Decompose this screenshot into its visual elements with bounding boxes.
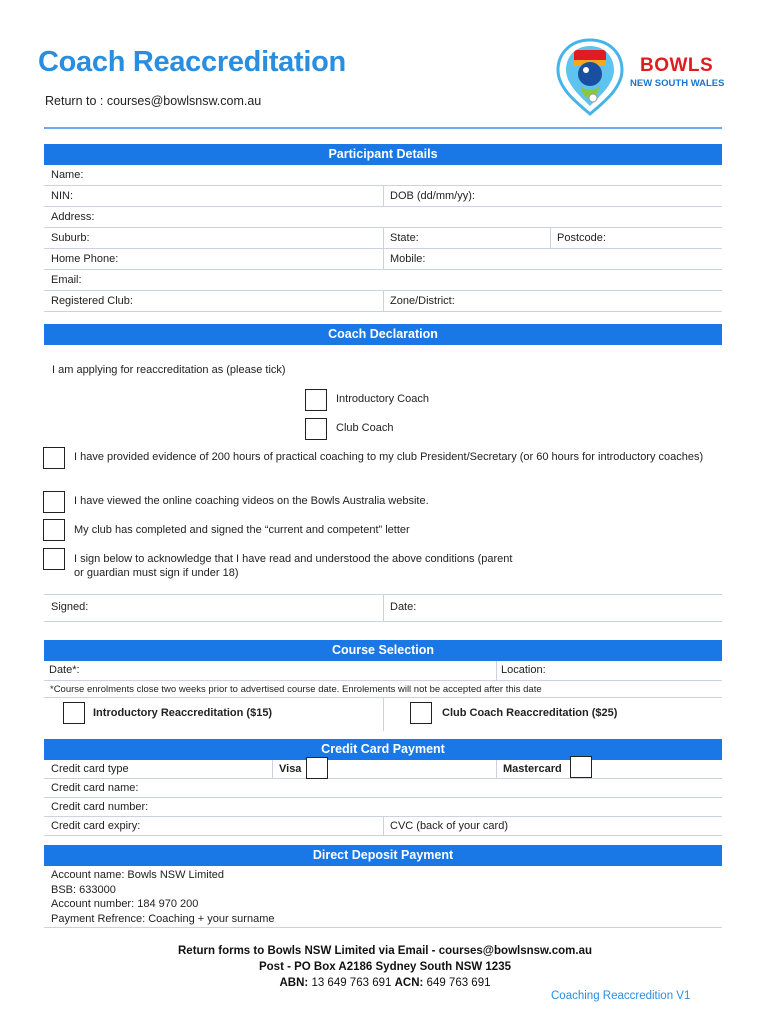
cvc-label: CVC (back of your card) [390, 820, 508, 832]
visa-label: Visa [279, 763, 302, 775]
intro-reaccreditation-checkbox[interactable] [63, 702, 85, 724]
card-name-row[interactable] [44, 779, 722, 798]
acn-label: ACN: [394, 977, 424, 989]
zone-label: Zone/District: [390, 295, 455, 307]
signed-label: Signed: [51, 601, 89, 613]
acknowledge-checkbox[interactable] [43, 548, 65, 570]
page-title: Coach Reaccreditation [38, 46, 346, 78]
suburb-row[interactable] [44, 228, 722, 249]
deposit-divider [44, 927, 722, 928]
course-date-row[interactable] [44, 661, 722, 681]
bsb-text: BSB: 633000 [51, 884, 116, 896]
email-label: Email: [51, 274, 82, 286]
club-reaccreditation-checkbox[interactable] [410, 702, 432, 724]
divider [383, 698, 384, 731]
credit-card-heading: Credit Card Payment [44, 739, 722, 760]
header-divider [44, 127, 722, 129]
coach-declaration-heading: Coach Declaration [44, 324, 722, 345]
abn-value: 13 649 763 691 [311, 977, 392, 989]
postcode-label: Postcode: [557, 232, 606, 244]
signed-row[interactable] [44, 594, 722, 622]
email-row[interactable] [44, 270, 722, 291]
direct-deposit-heading: Direct Deposit Payment [44, 845, 722, 866]
videos-text: I have viewed the online coaching videos on the Bowls Australia website. [74, 495, 429, 507]
return-to-text: Return to : courses@bowlsnsw.com.au [45, 94, 262, 108]
applying-text: I am applying for reaccreditation as (please tick) [52, 364, 286, 376]
course-date-label: Date*: [49, 664, 80, 676]
participant-details-heading: Participant Details [44, 144, 722, 165]
evidence-checkbox[interactable] [43, 447, 65, 469]
nin-label: NIN: [51, 190, 73, 202]
account-name-text: Account name: Bowls NSW Limited [51, 869, 225, 881]
club-coach-checkbox[interactable] [305, 418, 327, 440]
club-reaccreditation-label: Club Coach Reaccreditation ($25) [442, 707, 618, 719]
name-row[interactable] [44, 165, 722, 186]
introductory-coach-checkbox[interactable] [305, 389, 327, 411]
abn-label: ABN: [279, 977, 309, 989]
intro-reaccreditation-label: Introductory Reaccreditation ($15) [93, 707, 273, 719]
card-expiry-row[interactable] [44, 817, 722, 836]
card-number-label: Credit card number: [51, 801, 149, 813]
card-name-label: Credit card name: [51, 782, 139, 794]
address-row[interactable] [44, 207, 722, 228]
nin-dob-row[interactable] [44, 186, 722, 207]
letter-text: My club has completed and signed the “current and competent” letter [74, 524, 410, 536]
version-text: Coaching Reaccredition V1 [551, 990, 691, 1002]
card-expiry-label: Credit card expiry: [51, 820, 141, 832]
acknowledge-text: I sign below to acknowledge that I have read and understood the above conditions (parent or guardian must sign if under 18) [74, 553, 513, 579]
acn-value: 649 763 691 [426, 977, 491, 989]
logo-text-bowls: BOWLS [640, 55, 714, 76]
registered-club-label: Registered Club: [51, 295, 133, 307]
mastercard-checkbox[interactable] [570, 756, 592, 778]
introductory-coach-label: Introductory Coach [336, 393, 429, 405]
mobile-label: Mobile: [390, 253, 426, 265]
card-type-row [44, 760, 722, 779]
videos-checkbox[interactable] [43, 491, 65, 513]
account-number-text: Account number: 184 970 200 [51, 898, 199, 910]
visa-checkbox[interactable] [306, 757, 328, 779]
enrolment-note: *Course enrolments close two weeks prior to advertised course date. Enrolements will not be accepted after this date [50, 684, 542, 695]
location-label: Location: [501, 664, 546, 676]
phone-row[interactable] [44, 249, 722, 270]
footer-abn-line [0, 977, 770, 989]
evidence-text: I have provided evidence of 200 hours of practical coaching to my club President/Secretary (or 60 hours for introductory coaches) [74, 451, 704, 463]
address-label: Address: [51, 211, 95, 223]
suburb-label: Suburb: [51, 232, 90, 244]
logo-text-nsw: NEW SOUTH WALES [630, 78, 725, 89]
dob-label: DOB (dd/mm/yy): [390, 190, 475, 202]
mastercard-label: Mastercard [503, 763, 562, 775]
payment-reference-text: Payment Refrence: Coaching + your surname [51, 913, 275, 925]
card-number-row[interactable] [44, 798, 722, 817]
card-type-label: Credit card type [51, 763, 129, 775]
footer-email-line: Return forms to Bowls NSW Limited via Email - courses@bowlsnsw.com.au [178, 945, 592, 957]
club-coach-label: Club Coach [336, 422, 394, 434]
club-row[interactable] [44, 291, 722, 312]
letter-checkbox[interactable] [43, 519, 65, 541]
footer-post-line: Post - PO Box A2186 Sydney South NSW 1235 [258, 961, 511, 973]
name-label: Name: [51, 169, 84, 181]
home-phone-label: Home Phone: [51, 253, 119, 265]
declaration-date-label: Date: [390, 601, 417, 613]
course-selection-heading: Course Selection [44, 640, 722, 661]
state-label: State: [390, 232, 419, 244]
